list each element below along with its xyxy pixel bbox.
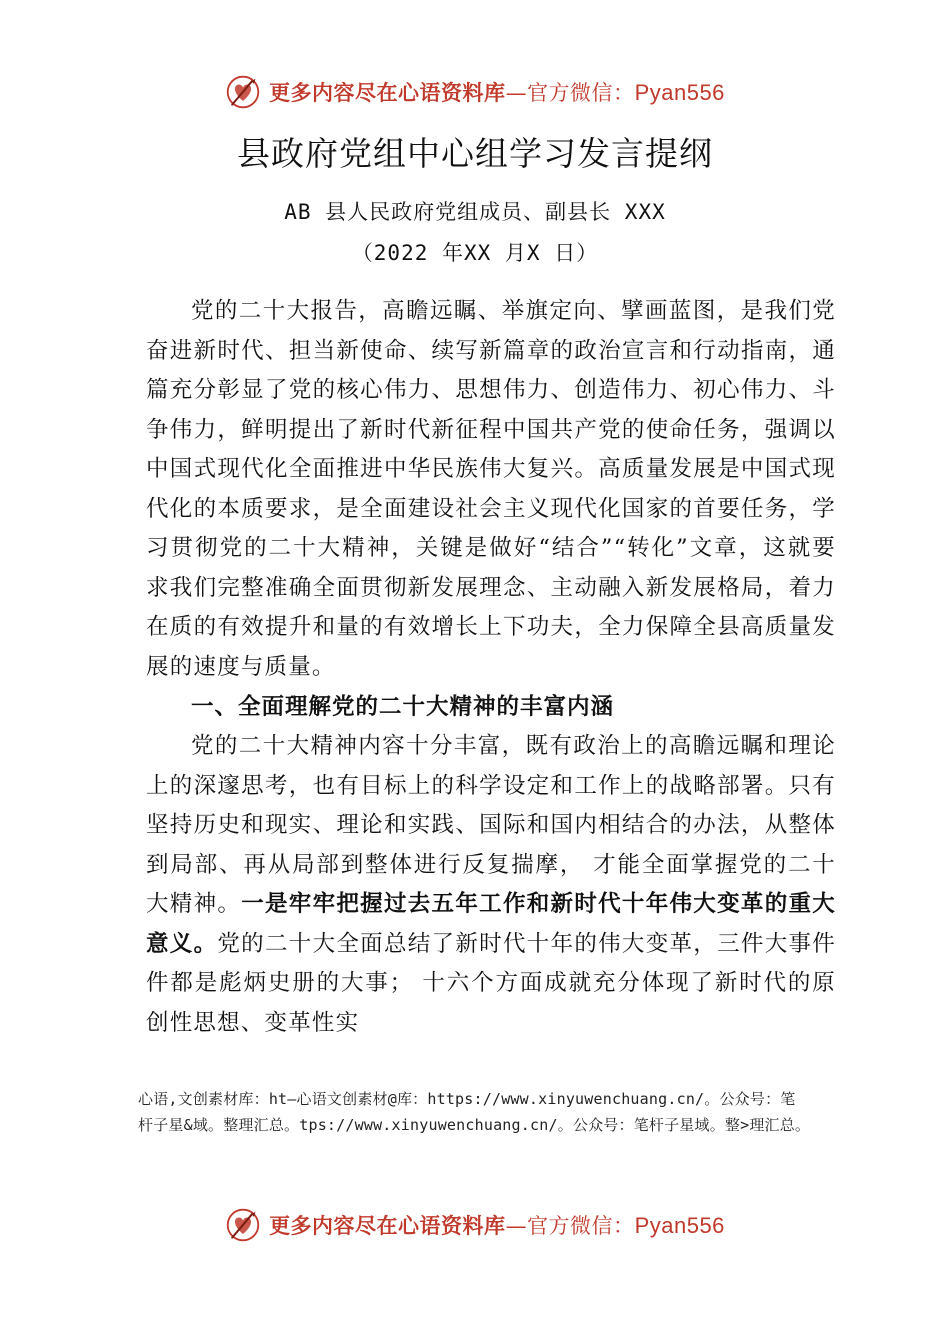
paragraph-text-part1: 党的二十大精神内容十分丰富，既有政治上的高瞻远瞩和理论上的深邃思考，也有目标上的科学设定和工作上的战略部署。只有坚持历史和现实、理论和实践、国际和国内相结合的办法，从整体到局部、再从局部到整体进行反复揣摩， 才能全面掌握党的二十大精神。: [146, 733, 836, 917]
watermark-text: [138, 1086, 858, 1138]
top-banner: [0, 70, 950, 114]
watermark-line-1: 心语,文创素材库：ht—心语文创素材@库：https://www.xinyuwenchuang.cn/。公众号：笔: [138, 1090, 796, 1108]
bottom-banner: [0, 1203, 950, 1247]
banner-dash: —: [505, 81, 528, 105]
document-title: 县政府党组中心组学习发言提纲: [237, 134, 713, 173]
paragraph-bold-point: 一是牢牢把握过去五年工作和新时代十年伟大变革的重大意义。: [146, 891, 836, 957]
document-date: （2022 年XX 月X 日）: [351, 241, 599, 265]
banner-wechat-id: Pyan556: [634, 1213, 725, 1238]
banner-dash: —: [505, 1214, 528, 1238]
banner-main-text: 更多内容尽在心语资料库: [269, 81, 506, 105]
banner-text: [269, 77, 725, 107]
banner-official-label: 官方微信：: [527, 81, 635, 105]
body-paragraph-intro: 党的二十大报告，高瞻远瞩、举旗定向、擘画蓝图，是我们党奋进新时代、担当新使命、续写新篇章的政治宣言和行动指南，通篇充分彰显了党的核心伟力、思想伟力、创造伟力、初心伟力、斗争伟力，鲜明提出了新时代新征程中国共产党的使命任务，强调以中国式现代化全面推进中华民族伟大复兴。高质量发展是中国式现代化的本质要求，是全面建设社会主义现代化国家的首要任务，学习贯彻党的二十大精神，关键是做好“结合”“转化”文章，这就要求我们完整准确全面贯彻新发展理念、主动融入新发展格局，着力在质的有效提升和量的有效增长上下功夫，全力保障全县高质量发展的速度与质量。: [146, 298, 836, 680]
body-paragraph-section1: [146, 727, 836, 1043]
banner-text: [269, 1210, 725, 1240]
document-author: AB 县人民政府党组成员、副县长 XXX: [284, 200, 666, 224]
document-body: [146, 292, 836, 1043]
banner-official-label: 官方微信：: [527, 1214, 635, 1238]
banner-main-text: 更多内容尽在心语资料库: [269, 1214, 506, 1238]
banner-wechat-id: Pyan556: [634, 80, 725, 105]
heart-quill-logo-icon: [225, 1207, 261, 1243]
section-heading-1: 一、全面理解党的二十大精神的丰富内涵: [191, 694, 615, 720]
heart-quill-logo-icon: [225, 74, 261, 110]
paragraph-text-part2: 党的二十大全面总结了新时代十年的伟大变革，三件大事件件都是彪炳史册的大事； 十六个方面成就充分体现了新时代的原创性思想、变革性实: [146, 930, 836, 1036]
watermark-line-2: 杆子星&域。整理汇总。tps://www.xinyuwenchuang.cn/。公众号：笔杆子星域。整>理汇总。: [138, 1116, 811, 1134]
